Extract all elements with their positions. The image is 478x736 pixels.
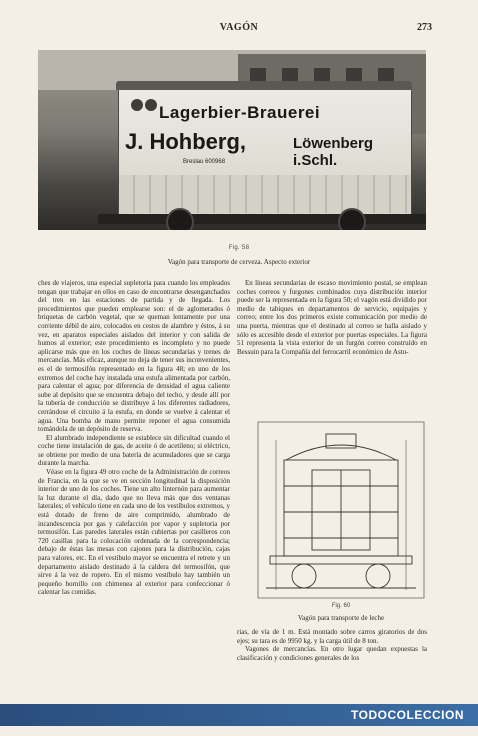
roof-arc <box>286 445 396 460</box>
paragraph: Vagones de mercancías. En otro lugar quedan expuestas la clasificación y condiciones generales de los <box>237 645 427 662</box>
wagon-ribs <box>119 175 411 213</box>
wagon-roof <box>116 81 412 90</box>
page-number: 273 <box>417 22 432 33</box>
paragraph: Véase en la figura 49 otro coche de la Administración de correos de Francia, en la que se ve en sección longitudinal la disposición interior de uno de los coches. Tiene un alto linternón para aumentar la luz durante el día, dado que no lleva más que dos ventanas laterales; el vehículo tiene en cada uno de los vestíbulos extremos, y está dotado de freno de aire comprimido, alumbrado de incandescencia por gas y calefacción por vapor y supletoria por termosifón. Las paredes laterales están cubiertas por casilleros con 720 casillas para la colocación ordenada de la correspondencia; debajo de éstas las mesas con cajones para la distribución, cajas para valores, etc. En el vestíbulo mayor se encuentra el retrete y un departamento aislado destinado á la caldera del termosifón, que sirve á la vez de ropero. En el mismo vestíbulo hay también un pequeño hornillo con chimenea al exterior para confeccionar ó calentar las comidas. <box>38 468 230 597</box>
emblem-icon <box>131 99 143 111</box>
paragraph: ches de viajeros, una especial supletoria para cuando los empleados tengan que trabajar en ellos en caso de encontrarse desenganchados del tren en las estaciones de partida y de llegada. Los procedimientos que pueden emplearse son: el de aglomerados ó briquetas de carbón vegetal, que se queman lentamente por una corriente débil de aire, colocados en cestos de alambre y éstos, á su vez, en aparatos especiales aislados del interior y con salida de humos al exterior; este procedimiento es incompleto y no puede aplicarse más que en los coches de líneas secundarias y trenes de mercancías. Más eficaz, aunque no deja de tener sus inconvenientes, es el de termosifón representado en la figura 48; en uno de los extremos del coche hay instalada una estufa alimentada por carbón, para calentar el agua; por diferencia de densidad el agua caliente sube al depósito que se encuentra debajo del techo, y desde allí por la tubería de conducción se distribuye á los diferentes radiadores, cerrándose el circuito á la estufa, en donde se vuelve á calentar el agua. Una bomba de mano permite reponer el agua consumida tomándola de un depósito de reserva. <box>38 279 230 434</box>
wheel <box>366 564 390 588</box>
beer-wagon <box>118 88 412 218</box>
wagon-lettering-number: Breslau 600968 <box>183 159 226 165</box>
wheel <box>338 208 366 230</box>
wheel <box>292 564 316 588</box>
paragraph: En líneas secundarias de escaso movimiento postal, se emplean coches correos y furgones combinados cuya distribución interior puede ser la representada en la figura 50; el vagón está dividido por medio de tabiques en departamentos de servicio, equipajes y correo; entre los dos primeros existe comunicación por medio de una puerta, mientras que el destinado al correo se halla aislado y sólo es accesible desde el exterior por puertas especiales. La figura 51 representa la vista exterior de un furgón correo construído en Bessuin para la Compañía del ferrocarril económico de Astu- <box>237 279 427 356</box>
right-column-continued <box>237 628 427 662</box>
left-column <box>38 279 230 597</box>
wagon-chassis <box>98 214 426 224</box>
right-column <box>237 279 427 356</box>
watermark-text: TODOCOLECCION <box>351 708 464 722</box>
wagon-photo <box>38 50 426 230</box>
running-header-title: VAGÓN <box>219 22 259 33</box>
figure-caption: Vagón para transporte de leche <box>297 614 385 622</box>
wagon-lettering-brewery: Lagerbier-Brauerei <box>159 103 321 122</box>
wagon-lettering-town: Löwenberg i.Schl. <box>293 135 374 169</box>
paragraph: rias, de vía de 1 m. Está montado sobre carros giratorios de dos ejes; su tara es de 9950 kg. y la carga útil de 8 ton. <box>237 628 427 645</box>
wheel <box>166 208 194 230</box>
paragraph: El alumbrado independiente se establece sin dificultad cuando el coche tiene instalación de gas, de aceite ó de acetileno; si eléctrico, se obtiene por medio de una batería de acumuladores que se carga durante la marcha. <box>38 433 230 468</box>
emblem-icon <box>145 99 157 111</box>
wagon-lettering-owner: J. Hohberg, <box>125 129 247 154</box>
figure-caption: Vagón para transporte de cerveza. Aspecto exterior <box>167 258 311 266</box>
underframe <box>270 556 412 564</box>
figure-number: Fig. 60 <box>331 603 351 609</box>
milk-wagon-drawing <box>256 420 426 600</box>
figure-number: Fig. 58 <box>228 245 250 251</box>
